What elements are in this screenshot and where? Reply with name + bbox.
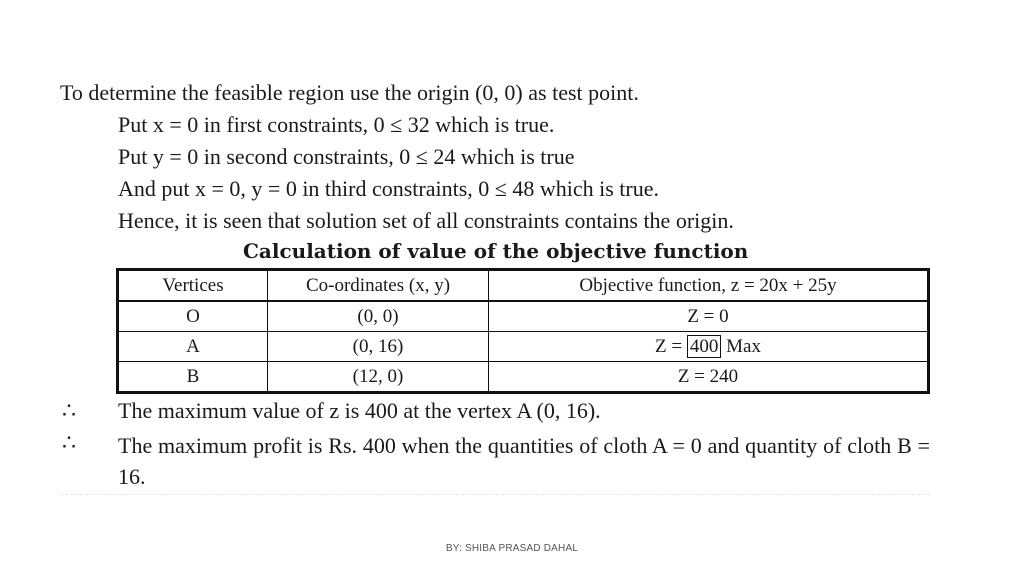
therefore-symbol: ∴ [62,430,76,455]
footer-credit: BY: SHIBA PRASAD DAHAL [445,543,579,554]
coordinates-cell: (0, 16) [268,332,489,362]
vertex-cell: A [118,332,268,362]
table-title: Calculation of value of the objective function [243,239,749,263]
faint-divider [60,494,930,496]
therefore-symbol: ∴ [62,398,76,423]
table-row [118,332,929,362]
header-coordinates: Co-ordinates (x, y) [268,270,489,302]
table-header-row [118,270,929,302]
header-objective-function: Objective function, z = 20x + 25y [489,270,929,302]
value-cell: Z = 0 [489,301,929,332]
conclusion-1: The maximum value of z is 400 at the vertex A (0, 16). [118,398,601,423]
value-prefix: Z = [655,335,687,357]
conclusion-2: The maximum profit is Rs. 400 when the quantities of cloth A = 0 and quantity of cloth B = 16. [118,433,930,489]
step-line-2: Put y = 0 in second constraints, 0 ≤ 24 which is true [118,144,575,169]
step-line-4: Hence, it is seen that solution set of all constraints contains the origin. [118,208,734,233]
table-row [118,362,929,393]
step-line-1: Put x = 0 in first constraints, 0 ≤ 32 which is true. [118,112,555,137]
step-line-3: And put x = 0, y = 0 in third constraints, 0 ≤ 48 which is true. [118,176,660,201]
table-row [118,301,929,332]
value-cell [489,332,929,362]
coordinates-cell: (12, 0) [268,362,489,393]
max-value-box: 400 [687,335,722,358]
max-label: Max [721,335,761,357]
coordinates-cell: (0, 0) [268,301,489,332]
intro-text: To determine the feasible region use the origin (0, 0) as test point. [60,80,639,105]
vertex-cell: B [118,362,268,393]
objective-function-table [116,268,930,394]
vertex-cell: O [118,301,268,332]
value-cell: Z = 240 [489,362,929,393]
header-vertices: Vertices [118,270,268,302]
